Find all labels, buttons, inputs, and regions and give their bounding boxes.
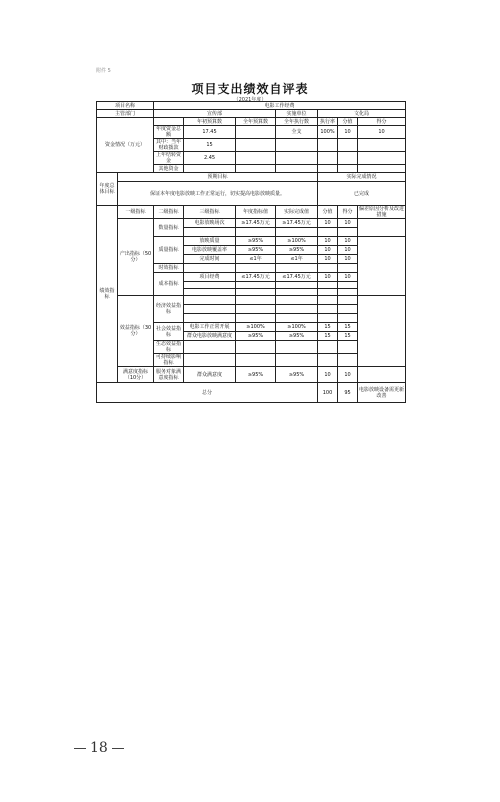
indicator-score: 10	[318, 255, 338, 264]
funds-cell	[358, 139, 406, 152]
funds-cell	[338, 165, 358, 173]
project-name-label: 项目名称	[97, 102, 154, 110]
indicator-name: 群众电影放映满意度	[184, 332, 236, 341]
indicator-name: 电影放映覆盖率	[184, 246, 236, 255]
indicator-name: 电影放映场次	[184, 219, 236, 228]
expected-goal-header: 预期目标	[118, 173, 318, 182]
funds-cell	[276, 152, 318, 165]
indicator-target: ≥95%	[236, 332, 276, 341]
indicator-score: 10	[318, 219, 338, 228]
indicator-got: 15	[338, 332, 358, 341]
page-number-value: 18	[90, 740, 108, 756]
funds-row-label: 年度资金总额	[154, 126, 184, 139]
indicator-row	[97, 367, 406, 383]
indicator-actual: ≤17.45万元	[276, 273, 318, 282]
economic-indicator-label: 经济效益指标	[154, 296, 184, 323]
department-row	[97, 110, 406, 118]
indicator-name: 项目经费	[184, 273, 236, 282]
funds-cell	[236, 139, 276, 152]
ecological-indicator-label: 生态效益指标	[154, 341, 184, 354]
indicator-header: 三级指标	[184, 206, 236, 219]
implementing-unit-value: 文化局	[318, 110, 406, 118]
indicator-actual: ≥17.45万元	[276, 219, 318, 228]
indicator-row	[97, 219, 406, 228]
satisfaction-indicator-label: 满意度指标（10分）	[118, 367, 154, 383]
funds-header: 全年预算数	[236, 118, 276, 126]
funds-header: 年初预算数	[184, 118, 236, 126]
total-label: 总分	[97, 383, 318, 403]
indicator-got: 10	[338, 273, 358, 282]
indicator-score: 10	[318, 237, 338, 246]
total-got: 95	[338, 383, 358, 403]
indicator-target: ≤17.45万元	[236, 273, 276, 282]
indicator-score: 10	[318, 273, 338, 282]
funds-cell: 10	[338, 126, 358, 139]
funds-cell	[318, 165, 338, 173]
indicator-header: 年度指标值	[236, 206, 276, 219]
indicator-header: 二级指标	[154, 206, 184, 219]
quality-indicator-label: 质量指标	[154, 237, 184, 264]
funds-cell: 10	[358, 126, 406, 139]
indicator-target: ≥95%	[236, 246, 276, 255]
indicator-header: 一级指标	[118, 206, 154, 219]
funds-label: 资金情况（万元）	[97, 118, 154, 173]
indicator-score: 10	[318, 367, 338, 383]
actual-completion-header: 实际完成情况	[318, 173, 406, 182]
page-title: 项目支出绩效自评表	[191, 82, 309, 96]
timeliness-indicator-label: 时效指标	[154, 264, 184, 273]
total-score: 100	[318, 383, 338, 403]
funds-row-label: 上年结转资金	[154, 152, 184, 165]
indicator-header: 分值	[318, 206, 338, 219]
goals-header-row	[97, 173, 406, 182]
cost-indicator-label: 成本指标	[154, 273, 184, 296]
indicator-header: 实际完成值	[276, 206, 318, 219]
department-label: 主管部门	[97, 110, 154, 118]
annual-goal-label: 年度总体目标	[97, 173, 118, 206]
funds-header-row	[97, 118, 406, 126]
funds-header: 执行率	[318, 118, 338, 126]
funds-cell	[338, 139, 358, 152]
actual-completion-text: 已完成	[318, 182, 406, 206]
indicator-actual: ≥95%	[276, 246, 318, 255]
indicator-header-row	[97, 206, 406, 219]
funds-cell	[358, 152, 406, 165]
indicator-got: 10	[338, 367, 358, 383]
funds-row-label: 其他资金	[154, 165, 184, 173]
indicator-name: 群众满意度	[184, 367, 236, 383]
funds-cell	[236, 126, 276, 139]
funds-header: 得分	[358, 118, 406, 126]
funds-cell: 15	[184, 139, 236, 152]
implementing-unit-label: 实施单位	[276, 110, 318, 118]
indicator-got: 15	[338, 323, 358, 332]
expected-goal-text: 保证本年度电影放映工作正常运行，切实提高电影放映质量。	[118, 182, 318, 206]
funds-row-label: 其中：当年财政拨款	[154, 139, 184, 152]
goals-row	[97, 182, 406, 206]
project-name-value: 电影工作经费	[154, 102, 406, 110]
project-name-row	[97, 102, 406, 110]
funds-cell	[236, 152, 276, 165]
funds-header: 分值	[338, 118, 358, 126]
indicator-target: ≤1年	[236, 255, 276, 264]
indicator-actual: ≤1年	[276, 255, 318, 264]
dash-right	[112, 748, 124, 749]
total-note: 电影放映设备需更新改善	[358, 383, 406, 403]
funds-cell	[338, 152, 358, 165]
indicator-target: ≥95%	[236, 367, 276, 383]
funds-header: 全年执行数	[276, 118, 318, 126]
quantity-indicator-label: 数量指标	[154, 219, 184, 237]
funds-cell: 100%	[318, 126, 338, 139]
funds-cell	[358, 165, 406, 173]
report-year: （2021年度）	[233, 97, 267, 103]
indicator-actual: ≥100%	[276, 237, 318, 246]
funds-cell: 全支	[276, 126, 318, 139]
funds-cell	[276, 139, 318, 152]
funds-cell: 2.45	[184, 152, 236, 165]
funds-cell	[318, 152, 338, 165]
page-header-mark: 附件 5	[96, 68, 111, 74]
funds-cell	[184, 165, 236, 173]
indicator-actual: ≥95%	[276, 367, 318, 383]
performance-indicator-side-label: 绩效指标	[97, 206, 118, 383]
indicator-name: 完成时间	[184, 255, 236, 264]
indicator-target: ≥17.45万元	[236, 219, 276, 228]
indicator-got: 10	[338, 255, 358, 264]
page-number	[70, 740, 128, 756]
dash-left	[74, 748, 86, 749]
funds-cell	[318, 139, 338, 152]
output-indicator-label: 产出指标（50分）	[118, 219, 154, 296]
department-value: 宣传部	[154, 110, 276, 118]
funds-cell	[236, 165, 276, 173]
indicator-header: 偏差原因分析及改进措施	[359, 206, 405, 218]
indicator-got: 10	[338, 219, 358, 228]
self-evaluation-table	[96, 101, 406, 403]
indicator-score: 15	[318, 323, 338, 332]
indicator-actual: ≥100%	[276, 323, 318, 332]
funds-cell	[276, 165, 318, 173]
total-row	[97, 383, 406, 403]
social-indicator-label: 社会效益指标	[154, 323, 184, 341]
effect-indicator-label: 效益指标（30分）	[118, 296, 154, 367]
service-satisfaction-label: 服务对象满意度指标	[154, 367, 184, 383]
indicator-target: ≥95%	[236, 237, 276, 246]
indicator-score: 15	[318, 332, 338, 341]
indicator-actual: ≥95%	[276, 332, 318, 341]
indicator-score: 10	[318, 246, 338, 255]
indicator-header: 得分	[338, 206, 358, 219]
indicator-got: 10	[338, 246, 358, 255]
indicator-target: ≥100%	[236, 323, 276, 332]
sustainable-indicator-label: 可持续影响指标	[154, 354, 184, 367]
indicator-row	[97, 296, 406, 305]
indicator-name: 电影工作正常开展	[184, 323, 236, 332]
indicator-got: 10	[338, 237, 358, 246]
funds-cell: 17.45	[184, 126, 236, 139]
indicator-name: 放映质量	[184, 237, 236, 246]
